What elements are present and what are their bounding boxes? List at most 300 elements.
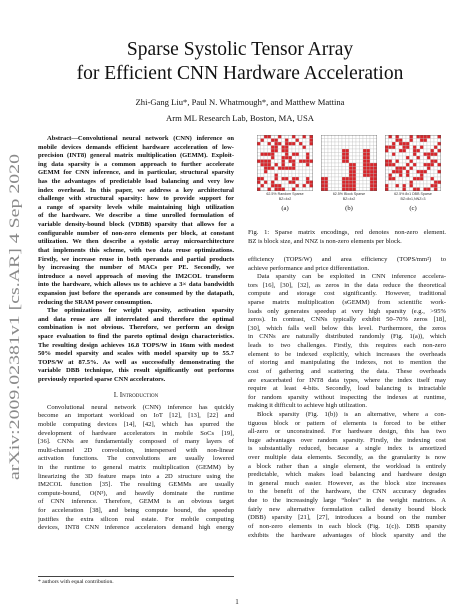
zero-cell (292, 174, 296, 178)
zero-cell (278, 170, 282, 174)
nonzero-cell (285, 167, 289, 171)
zero-cell (431, 156, 435, 160)
nonzero-cell (346, 177, 350, 181)
zero-cell (299, 149, 303, 153)
zero-cell (370, 156, 374, 160)
zero-cell (299, 170, 303, 174)
zero-cell (399, 156, 403, 160)
nonzero-cell (396, 184, 400, 188)
panel-caption: 62.5% Block Sparse (332, 192, 366, 196)
nonzero-cell (292, 135, 296, 139)
zero-cell (434, 142, 438, 146)
nonzero-cell (321, 188, 325, 192)
zero-cell (360, 177, 364, 181)
zero-cell (306, 142, 310, 146)
zero-cell (332, 146, 336, 150)
body-line: leads to two challenges. Firstly, this requires each non-zero (248, 342, 446, 350)
zero-cell (328, 146, 332, 150)
nonzero-cell (296, 139, 300, 143)
zero-cell (360, 163, 364, 167)
nonzero-cell (392, 177, 396, 181)
zero-cell (349, 149, 353, 153)
zero-cell (299, 139, 303, 143)
nonzero-cell (410, 184, 414, 188)
nonzero-cell (321, 181, 325, 185)
zero-cell (374, 139, 378, 143)
zero-cell (299, 181, 303, 185)
nonzero-cell (399, 167, 403, 171)
zero-cell (431, 139, 435, 143)
zero-cell (434, 135, 438, 139)
body-line: achieve performance and price differentiation. (248, 264, 370, 272)
abstract-line: variable DBB technique, this result significantly out performs (38, 367, 234, 375)
zero-cell (264, 142, 268, 146)
nonzero-cell (363, 153, 367, 157)
zero-cell (342, 167, 346, 171)
zero-cell (374, 146, 378, 150)
nonzero-cell (417, 170, 421, 174)
nonzero-cell (264, 153, 268, 157)
nonzero-cell (410, 139, 414, 143)
zero-cell (303, 188, 307, 192)
nonzero-cell (353, 181, 357, 185)
nonzero-cell (346, 156, 350, 160)
zero-cell (413, 181, 417, 185)
abstract-line: configurable number of non-zero elements per block, at constant (38, 229, 234, 237)
nonzero-cell (410, 181, 414, 185)
zero-cell (257, 153, 261, 157)
zero-cell (335, 163, 339, 167)
nonzero-cell (349, 163, 353, 167)
zero-cell (299, 146, 303, 150)
nonzero-cell (410, 160, 414, 164)
zero-cell (332, 188, 336, 192)
body-line: of storing and manipulating the indexes, not to mention the (248, 359, 446, 367)
nonzero-cell (424, 188, 428, 192)
zero-cell (392, 181, 396, 185)
nonzero-cell (278, 142, 282, 146)
nonzero-cell (282, 177, 286, 181)
zero-cell (374, 160, 378, 164)
zero-cell (396, 156, 400, 160)
zero-cell (356, 181, 360, 185)
zero-cell (321, 174, 325, 178)
zero-cell (399, 153, 403, 157)
abstract-line: of the hardware. We describe a time unrolled formulation of (38, 212, 234, 220)
zero-cell (299, 184, 303, 188)
nonzero-cell (342, 181, 346, 185)
nonzero-cell (363, 167, 367, 171)
zero-cell (424, 177, 428, 181)
zero-cell (271, 174, 275, 178)
zero-cell (353, 139, 357, 143)
zero-cell (325, 167, 329, 171)
zero-cell (328, 170, 332, 174)
introduction-text (38, 404, 234, 533)
nonzero-cell (310, 142, 314, 146)
zero-cell (356, 167, 360, 171)
zero-cell (406, 160, 410, 164)
zero-cell (420, 156, 424, 160)
zero-cell (296, 149, 300, 153)
nonzero-cell (289, 156, 293, 160)
nonzero-cell (325, 188, 329, 192)
zero-cell (363, 135, 367, 139)
zero-cell (296, 188, 300, 192)
zero-cell (370, 153, 374, 157)
zero-cell (257, 163, 261, 167)
zero-cell (282, 174, 286, 178)
zero-cell (396, 142, 400, 146)
zero-cell (363, 139, 367, 143)
zero-cell (410, 149, 414, 153)
zero-cell (339, 156, 343, 160)
nonzero-cell (399, 142, 403, 146)
nonzero-cell (261, 184, 265, 188)
zero-cell (296, 142, 300, 146)
zero-cell (403, 170, 407, 174)
nonzero-cell (413, 163, 417, 167)
nonzero-cell (420, 174, 424, 178)
zero-cell (264, 174, 268, 178)
nonzero-cell (399, 170, 403, 174)
nonzero-cell (385, 146, 389, 150)
zero-cell (424, 149, 428, 153)
zero-cell (264, 156, 268, 160)
zero-cell (299, 177, 303, 181)
nonzero-cell (427, 153, 431, 157)
zero-cell (360, 188, 364, 192)
zero-cell (342, 142, 346, 146)
zero-cell (328, 174, 332, 178)
zero-cell (356, 188, 360, 192)
zero-cell (346, 167, 350, 171)
zero-cell (299, 174, 303, 178)
zero-cell (335, 167, 339, 171)
zero-cell (392, 160, 396, 164)
zero-cell (396, 146, 400, 150)
zero-cell (403, 156, 407, 160)
zero-cell (367, 184, 371, 188)
body-line: zeros). In contrast, CNNs typically exhibit 50–70% zeros [18], (248, 316, 446, 324)
zero-cell (332, 139, 336, 143)
nonzero-cell (389, 146, 393, 150)
body-line: exhibits the hardware advantages of block sparsity and the (248, 531, 446, 539)
zero-cell (292, 184, 296, 188)
abstract-line: combination is not obvious. Therefore, we perform an design (38, 324, 234, 332)
nonzero-cell (321, 177, 325, 181)
nonzero-cell (349, 181, 353, 185)
zero-cell (310, 170, 314, 174)
nonzero-cell (438, 181, 442, 185)
nonzero-cell (385, 160, 389, 164)
zero-cell (285, 174, 289, 178)
nonzero-cell (282, 146, 286, 150)
nonzero-cell (413, 146, 417, 150)
panel-caption: 62.5% Random Sparse (266, 192, 304, 196)
nonzero-cell (363, 156, 367, 160)
paper-title-line-1: Sparse Systolic Tensor Array (126, 39, 354, 60)
panel-caption: BZ=4x2 (278, 197, 292, 202)
zero-cell (306, 149, 310, 153)
zero-cell (417, 181, 421, 185)
abstract-line: The optimizations for weight sparsity, activation sparsity (47, 307, 234, 315)
zero-cell (289, 146, 293, 150)
zero-cell (424, 142, 428, 146)
zero-cell (285, 170, 289, 174)
nonzero-cell (353, 188, 357, 192)
nonzero-cell (292, 160, 296, 164)
zero-cell (268, 156, 272, 160)
nonzero-cell (431, 184, 435, 188)
zero-cell (335, 153, 339, 157)
zero-cell (342, 139, 346, 143)
zero-cell (420, 142, 424, 146)
zero-cell (282, 135, 286, 139)
zero-cell (392, 184, 396, 188)
zero-cell (434, 177, 438, 181)
nonzero-cell (271, 184, 275, 188)
zero-cell (303, 163, 307, 167)
nonzero-cell (342, 160, 346, 164)
zero-cell (420, 184, 424, 188)
figure-panel (384, 135, 442, 212)
nonzero-cell (389, 135, 393, 139)
body-line: compute and storage cost significantly. However, traditional (248, 290, 446, 298)
nonzero-cell (396, 167, 400, 171)
zero-cell (438, 188, 442, 192)
zero-cell (424, 167, 428, 171)
nonzero-cell (392, 153, 396, 157)
zero-cell (261, 181, 265, 185)
nonzero-cell (420, 135, 424, 139)
zero-cell (431, 170, 435, 174)
body-line: Block sparsity (Fig. 1(b)) is an alternative, where a con- (257, 410, 446, 418)
zero-cell (360, 149, 364, 153)
zero-cell (275, 156, 279, 160)
zero-cell (374, 153, 378, 157)
zero-cell (346, 135, 350, 139)
zero-cell (278, 156, 282, 160)
body-line: become an important workload on IoT [12], [13], [22] and (38, 412, 234, 420)
zero-cell (325, 146, 329, 150)
zero-cell (360, 167, 364, 171)
zero-cell (289, 188, 293, 192)
zero-cell (353, 149, 357, 153)
zero-cell (325, 160, 329, 164)
zero-cell (356, 142, 360, 146)
nonzero-cell (306, 177, 310, 181)
zero-cell (417, 167, 421, 171)
zero-cell (417, 163, 421, 167)
zero-cell (434, 163, 438, 167)
zero-cell (296, 135, 300, 139)
zero-cell (406, 181, 410, 185)
zero-cell (434, 167, 438, 171)
nonzero-cell (374, 170, 378, 174)
zero-cell (332, 181, 336, 185)
zero-cell (296, 181, 300, 185)
zero-cell (363, 184, 367, 188)
zero-cell (289, 170, 293, 174)
zero-cell (346, 146, 350, 150)
nonzero-cell (367, 170, 371, 174)
nonzero-cell (303, 184, 307, 188)
zero-cell (303, 139, 307, 143)
zero-cell (399, 163, 403, 167)
abstract (38, 135, 234, 385)
nonzero-cell (278, 135, 282, 139)
nonzero-cell (374, 174, 378, 178)
zero-cell (268, 149, 272, 153)
nonzero-cell (275, 174, 279, 178)
zero-cell (424, 181, 428, 185)
nonzero-cell (370, 184, 374, 188)
zero-cell (424, 146, 428, 150)
zero-cell (303, 156, 307, 160)
author-list: Zhi-Gang Liu*, Paul N. Whatmough*, and Matthew Mattina (135, 97, 345, 107)
zero-cell (328, 167, 332, 171)
zero-cell (410, 188, 414, 192)
nonzero-cell (417, 149, 421, 153)
nonzero-cell (285, 156, 289, 160)
zero-cell (285, 181, 289, 185)
zero-cell (431, 135, 435, 139)
zero-cell (438, 184, 442, 188)
nonzero-cell (282, 163, 286, 167)
zero-cell (261, 149, 265, 153)
abstract-line: challenge with structural sparsity: how to provide support for (38, 195, 234, 203)
caption-line: Fig. 1: Sparse matrix encodings, red denotes non-zero element. (248, 229, 446, 236)
zero-cell (410, 146, 414, 150)
body-line: fairly new alternative formulation called density bound block (248, 505, 446, 513)
zero-cell (342, 135, 346, 139)
zero-cell (292, 170, 296, 174)
body-line: Convolutional neural network (CNN) inference has quickly (47, 403, 234, 411)
zero-cell (438, 177, 442, 181)
nonzero-cell (285, 149, 289, 153)
panel-label: (c) (409, 204, 417, 212)
zero-cell (278, 181, 282, 185)
zero-cell (413, 167, 417, 171)
zero-cell (434, 170, 438, 174)
zero-cell (332, 149, 336, 153)
nonzero-cell (374, 177, 378, 181)
nonzero-cell (406, 163, 410, 167)
body-line: for random sparsity without inspecting the indexes at runtime, (248, 393, 446, 401)
nonzero-cell (282, 167, 286, 171)
zero-cell (261, 135, 265, 139)
nonzero-cell (438, 142, 442, 146)
nonzero-cell (434, 188, 438, 192)
nonzero-cell (349, 167, 353, 171)
nonzero-cell (385, 184, 389, 188)
abstract-line: and data reuse are all interrelated and therefore the optimal (38, 315, 234, 323)
body-line: justifies the extra silicon real estate. For mobile computing (38, 515, 234, 523)
zero-cell (360, 160, 364, 164)
body-line: (DBB) sparsity [21], [27], introduces a bound on the number (248, 514, 446, 522)
nonzero-cell (353, 177, 357, 181)
body-line: making it difficult to achieve high utilization. (248, 402, 367, 410)
zero-cell (278, 177, 282, 181)
zero-cell (438, 174, 442, 178)
zero-cell (420, 160, 424, 164)
zero-cell (332, 163, 336, 167)
nonzero-cell (268, 188, 272, 192)
zero-cell (370, 142, 374, 146)
zero-cell (406, 149, 410, 153)
nonzero-cell (346, 149, 350, 153)
right-column (248, 256, 446, 540)
nonzero-cell (342, 156, 346, 160)
nonzero-cell (424, 163, 428, 167)
zero-cell (353, 146, 357, 150)
body-line: cost of gathering and scattering the data. These overheads (248, 367, 446, 375)
zero-cell (278, 160, 282, 164)
nonzero-cell (396, 135, 400, 139)
zero-cell (424, 160, 428, 164)
zero-cell (385, 177, 389, 181)
zero-cell (403, 177, 407, 181)
zero-cell (296, 167, 300, 171)
zero-cell (374, 135, 378, 139)
nonzero-cell (370, 181, 374, 185)
zero-cell (356, 184, 360, 188)
panel-label: (a) (281, 204, 289, 212)
nonzero-cell (353, 163, 357, 167)
zero-cell (296, 156, 300, 160)
nonzero-cell (285, 142, 289, 146)
nonzero-cell (420, 146, 424, 150)
zero-cell (360, 135, 364, 139)
zero-cell (310, 188, 314, 192)
abstract-line: Abstract—Convolutional neural network (CNN) inference on (47, 135, 234, 142)
zero-cell (306, 139, 310, 143)
nonzero-cell (261, 160, 265, 164)
zero-cell (325, 170, 329, 174)
zero-cell (427, 142, 431, 146)
nonzero-cell (268, 163, 272, 167)
zero-cell (261, 174, 265, 178)
zero-cell (299, 135, 303, 139)
nonzero-cell (310, 135, 314, 139)
zero-cell (410, 177, 414, 181)
body-line: all-zero or unconstrained. For hardware design, this has two (248, 428, 446, 436)
zero-cell (310, 146, 314, 150)
zero-cell (321, 135, 325, 139)
body-line: in general much easier. However, as the block size increases (248, 479, 446, 487)
section-heading-introduction: I. Introduction (113, 390, 159, 399)
nonzero-cell (310, 160, 314, 164)
zero-cell (325, 174, 329, 178)
zero-cell (271, 135, 275, 139)
zero-cell (396, 177, 400, 181)
zero-cell (285, 135, 289, 139)
nonzero-cell (292, 181, 296, 185)
zero-cell (264, 188, 268, 192)
nonzero-cell (392, 146, 396, 150)
zero-cell (427, 184, 431, 188)
abstract-line: has the advantages of predictable load balancing and very low (38, 178, 234, 186)
zero-cell (261, 142, 265, 146)
nonzero-cell (424, 170, 428, 174)
nonzero-cell (275, 177, 279, 181)
zero-cell (271, 163, 275, 167)
nonzero-cell (346, 153, 350, 157)
nonzero-cell (353, 167, 357, 171)
zero-cell (399, 146, 403, 150)
body-line: are exacerbated for INT8 data types, where the index itself may (248, 376, 446, 384)
